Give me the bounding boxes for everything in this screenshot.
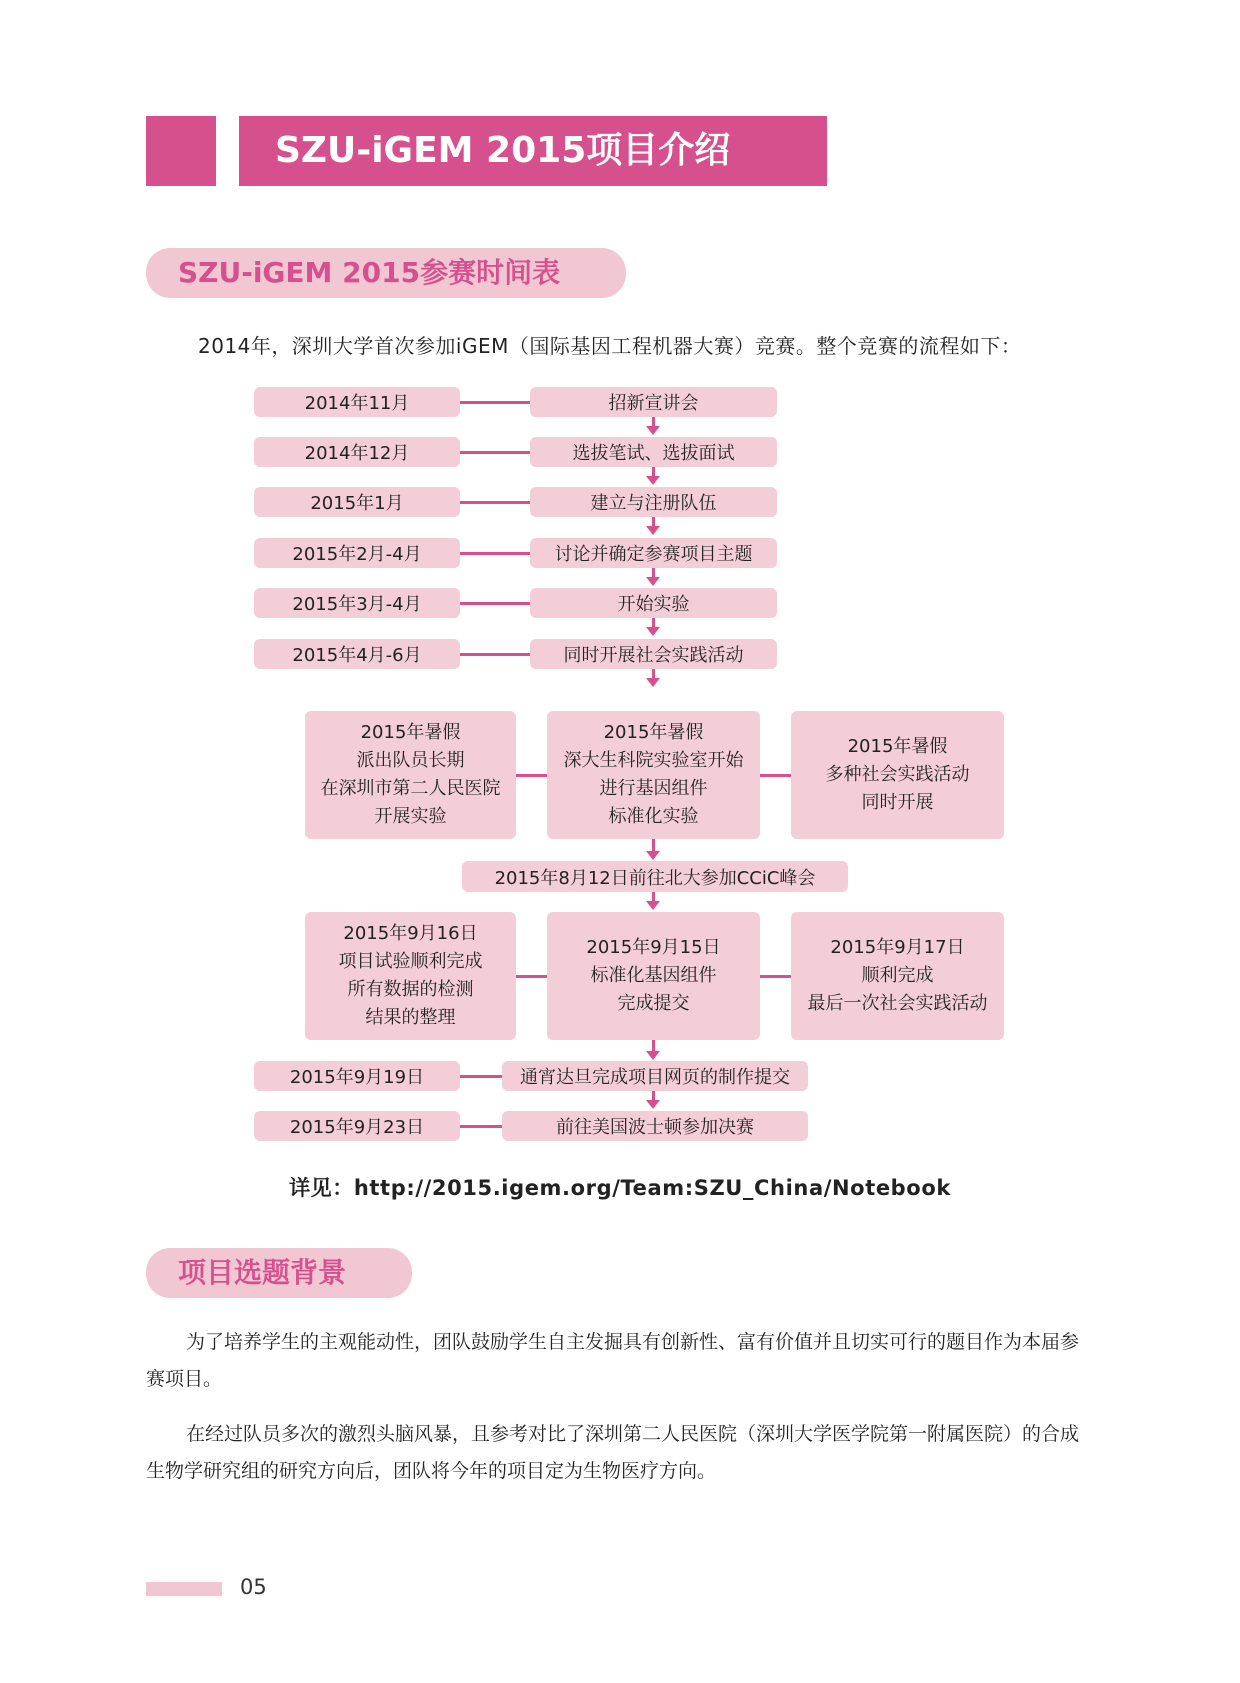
timeline-date: 2015年9月23日	[254, 1111, 460, 1141]
timeline-event: 通宵达旦完成项目网页的制作提交	[502, 1061, 808, 1091]
timeline-event: 讨论并确定参赛项目主题	[530, 538, 777, 568]
sept15-box: 2015年9月15日 标准化基因组件 完成提交	[547, 912, 760, 1040]
timeline-date: 2015年3月-4月	[254, 588, 460, 618]
title-decor-square	[146, 116, 216, 186]
paragraph-1: 为了培养学生的主观能动性，团队鼓励学生自主发掘具有创新性、富有价值并且切实可行的题目作为本届参赛项目。	[146, 1331, 1080, 1390]
connector-line	[460, 451, 530, 454]
summer-hospital-box: 2015年暑假 派出队员长期 在深圳市第二人民医院 开展实验	[305, 711, 516, 839]
timeline-date: 2015年1月	[254, 487, 460, 517]
page-title: SZU-iGEM 2015项目介绍	[239, 116, 827, 186]
summer-social-box: 2015年暑假 多种社会实践活动 同时开展	[791, 711, 1004, 839]
timeline-event: 前往美国波士顿参加决赛	[502, 1111, 808, 1141]
timeline-date: 2015年4月-6月	[254, 639, 460, 669]
connector-line	[460, 1125, 502, 1128]
ccic-summit-box: 2015年8月12日前往北大参加CCiC峰会	[462, 861, 848, 892]
section-heading-background: 项目选题背景	[146, 1248, 412, 1298]
connector-line	[516, 975, 547, 978]
connector-line	[460, 552, 530, 555]
summer-lab-box: 2015年暑假 深大生科院实验室开始 进行基因组件 标准化实验	[547, 711, 760, 839]
footer-decor-bar	[146, 1582, 222, 1596]
timeline-event: 建立与注册队伍	[530, 487, 777, 517]
connector-line	[516, 774, 547, 777]
timeline-date: 2015年2月-4月	[254, 538, 460, 568]
intro-text: 2014年，深圳大学首次参加iGEM（国际基因工程机器大赛）竞赛。整个竞赛的流程如下：	[198, 334, 1022, 358]
connector-line	[460, 501, 530, 504]
connector-line	[760, 975, 791, 978]
paragraph-2: 在经过队员多次的激烈头脑风暴，且参考对比了深圳第二人民医院（深圳大学医学院第一附属医院）的合成生物学研究组的研究方向后，团队将今年的项目定为生物医疗方向。	[146, 1423, 1080, 1482]
connector-line	[460, 602, 530, 605]
timeline-event: 选拔笔试、选拔面试	[530, 437, 777, 467]
connector-line	[760, 774, 791, 777]
connector-line	[460, 653, 530, 656]
sept17-box: 2015年9月17日 顺利完成 最后一次社会实践活动	[791, 912, 1004, 1040]
timeline-event: 开始实验	[530, 588, 777, 618]
timeline-date: 2015年9月19日	[254, 1061, 460, 1091]
page-number: 05	[240, 1575, 267, 1599]
sept16-box: 2015年9月16日 项目试验顺利完成 所有数据的检测 结果的整理	[305, 912, 516, 1040]
connector-line	[460, 1075, 502, 1078]
timeline-date: 2014年11月	[254, 387, 460, 417]
timeline-event: 同时开展社会实践活动	[530, 639, 777, 669]
timeline-event: 招新宣讲会	[530, 387, 777, 417]
connector-line	[460, 401, 530, 404]
notebook-reference: 详见：http://2015.igem.org/Team:SZU_China/Notebook	[289, 1176, 951, 1200]
section-heading-schedule: SZU-iGEM 2015参赛时间表	[146, 248, 626, 298]
timeline-date: 2014年12月	[254, 437, 460, 467]
